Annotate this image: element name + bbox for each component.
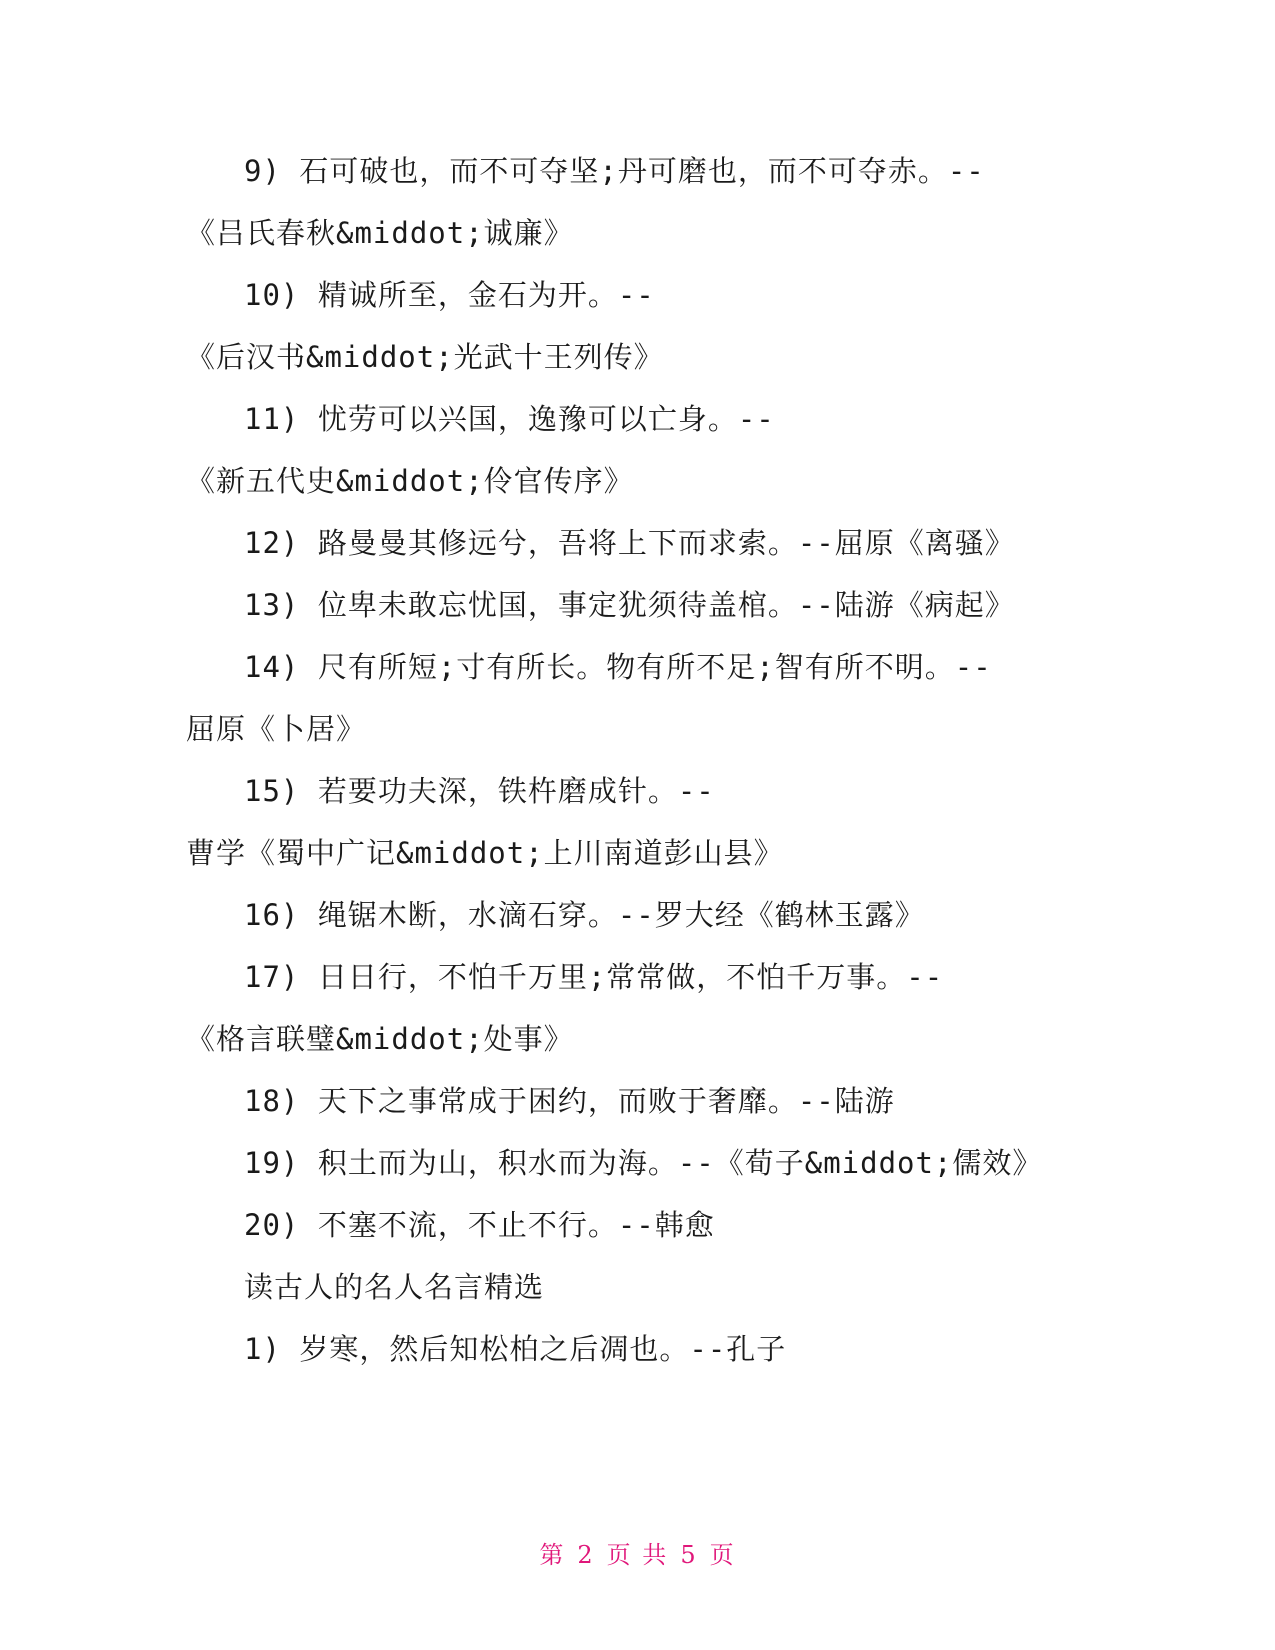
text-line: 19) 积土而为山，积水而为海。--《荀子&middot;儒效》	[244, 1146, 1043, 1180]
page-footer	[0, 1535, 1275, 1570]
text-line: 《格言联璧&middot;处事》	[186, 1022, 574, 1056]
text-line: 读古人的名人名言精选	[244, 1270, 545, 1304]
text-line: 9) 石可破也，而不可夺坚;丹可磨也，而不可夺赤。--	[244, 154, 985, 188]
text-line: 20) 不塞不流，不止不行。--韩愈	[244, 1208, 715, 1242]
text-line: 12) 路曼曼其修远兮，吾将上下而求索。--屈原《离骚》	[244, 526, 1015, 560]
document-body	[186, 140, 1086, 1380]
text-line: 17) 日日行，不怕千万里;常常做，不怕千万事。--	[244, 960, 944, 994]
text-line: 15) 若要功夫深，铁杵磨成针。--	[244, 774, 715, 808]
footer-middle: 页 共	[606, 1541, 669, 1569]
footer-prefix: 第	[539, 1541, 566, 1569]
text-line: 11) 忧劳可以兴国，逸豫可以亡身。--	[244, 402, 775, 436]
text-line: 《新五代史&middot;伶官传序》	[186, 464, 634, 498]
text-line: 16) 绳锯木断，水滴石穿。--罗大经《鹤林玉露》	[244, 898, 925, 932]
footer-page-number: 2	[577, 1541, 595, 1569]
text-line: 18) 天下之事常成于困约，而败于奢靡。--陆游	[244, 1084, 895, 1118]
footer-total-pages: 5	[680, 1541, 698, 1569]
text-line: 屈原《卜居》	[186, 712, 367, 746]
text-line: 10) 精诚所至，金石为开。--	[244, 278, 655, 312]
text-line: 14) 尺有所短;寸有所长。物有所不足;智有所不明。--	[244, 650, 992, 684]
footer-suffix: 页	[709, 1541, 736, 1569]
text-line: 《吕氏春秋&middot;诚廉》	[186, 216, 574, 250]
text-line: 1) 岁寒，然后知松柏之后凋也。--孔子	[244, 1332, 787, 1366]
text-line: 《后汉书&middot;光武十王列传》	[186, 340, 664, 374]
text-line: 13) 位卑未敢忘忧国，事定犹须待盖棺。--陆游《病起》	[244, 588, 1015, 622]
text-line: 曹学《蜀中广记&middot;上川南道彭山县》	[186, 836, 784, 870]
